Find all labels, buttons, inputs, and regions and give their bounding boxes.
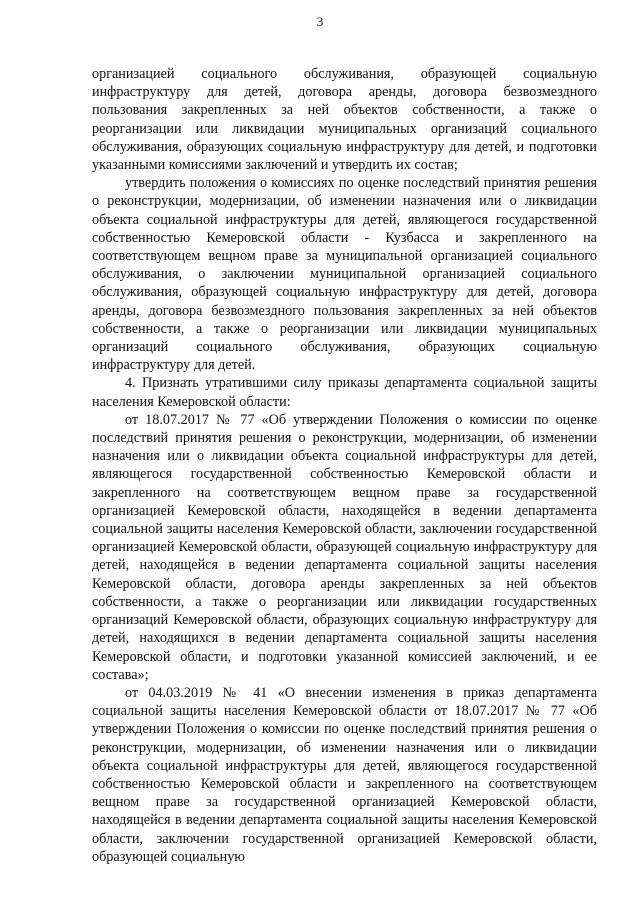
paragraph-continuation: организацией социального обслуживания, образующей социальную инфраструктуру для детей, договора аренды, договора безвозмездного пользования закрепленных за ней объектов собственности, а также о реорганизации или ликвидации муниципальных организаций социального обслуживания, образующих социальную инфраструктуру для детей, и подготовки указанными комиссиями заключений и утвердить их состав; [92,66,597,174]
document-body [92,65,597,866]
paragraph-item-4: 4. Признать утратившими силу приказы департамента социальной защиты населения Кемеровской области: [92,375,597,410]
page-number: 3 [316,14,324,29]
paragraph-order-41: от 04.03.2019 № 41 «О внесении изменения в приказ департамента социальной защиты населения Кемеровской области от 18.07.2017 № 77 «Об утверждении Положения о комиссии по оценке последствий принятия решения о реконструкции, модернизации, об изменении назначения или о ликвидации объекта социальной инфраструктуры для детей, являющегося государственной собственностью Кемеровской области и закрепленного на соответствующем вещном праве за государственной организацией Кемеровской области, находящейся в ведении департамента социальной защиты населения Кемеровской области, заключении государственной организацией Кемеровской области, образующей социальную [92,684,597,865]
paragraph-order-77: от 18.07.2017 № 77 «Об утверждении Положения о комиссии по оценке последствий принятия решения о реконструкции, модернизации, об изменении назначения или о ликвидации объекта социальной инфраструктуры для детей, являющегося государственной собственностью Кемеровской области и закрепленного на соответствующем вещном праве за государственной организацией Кемеровской области, находящейся в ведении департамента социальной защиты населения Кемеровской области, заключении государственной организацией Кемеровской области, образующей социальную инфраструктуру для детей, находящейся в ведении департамента социальной защиты населения Кемеровской области, договора аренды закрепленных за ней объектов собственности, а также о реорганизации или ликвидации государственных организаций Кемеровской области, образующих социальную инфраструктуру для детей, находящихся в ведении департамента социальной защиты населения Кемеровской области, и подготовки указанной комиссией заключений, и ее состава»; [92,411,597,683]
paragraph-approve-provisions: утвердить положения о комиссиях по оценке последствий принятия решения о реконструкции, модернизации, об изменении назначения или о ликвидации объекта социальной инфраструктуры для детей, являющегося государственной собственностью Кемеровской области - Кузбасса и закрепленного на соответствующем вещном праве за муниципальной организацией социального обслуживания, о заключении муниципальной организацией социального обслуживания, образующей социальную инфраструктуру для детей, договора аренды, договора безвозмездного пользования закрепленных за ней объектов собственности, а также о реорганизации или ликвидации муниципальных организаций социального обслуживания, образующих социальную инфраструктуру для детей. [92,175,597,374]
